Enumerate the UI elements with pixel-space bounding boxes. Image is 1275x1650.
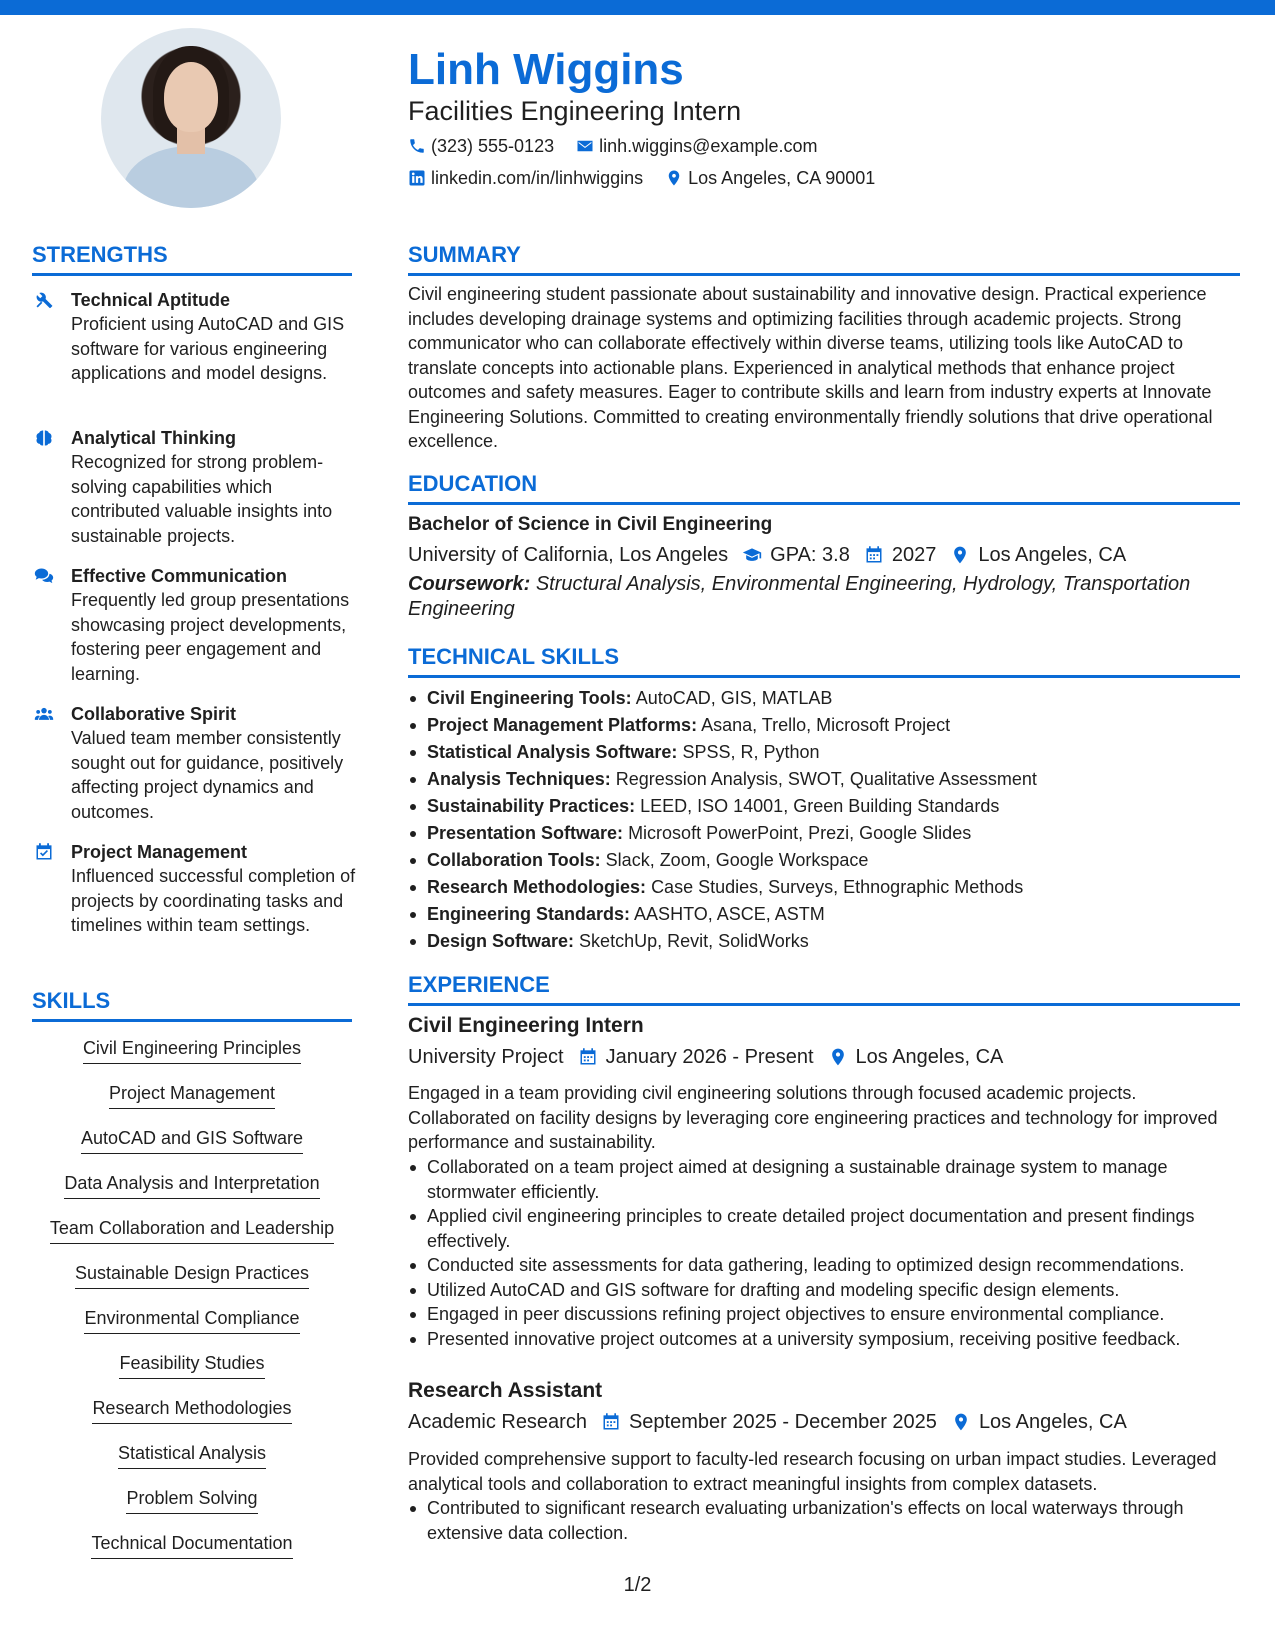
skill-item: Team Collaboration and Leadership — [32, 1216, 352, 1261]
tech-skill-item: Design Software: SketchUp, Revit, SolidWorks — [408, 928, 1243, 955]
skill-item: Sustainable Design Practices — [32, 1261, 352, 1306]
skill-item: Statistical Analysis — [32, 1441, 352, 1486]
tools-icon — [34, 290, 54, 310]
phone-icon — [408, 137, 426, 155]
gpa: GPA: 3.8 — [742, 541, 850, 569]
tech-skill-item: Civil Engineering Tools: AutoCAD, GIS, MATLAB — [408, 685, 1243, 712]
skill-item: AutoCAD and GIS Software — [32, 1126, 352, 1171]
skill-item: Civil Engineering Principles — [32, 1036, 352, 1081]
coursework — [408, 572, 1243, 622]
strengths-heading: STRENGTHS — [32, 242, 168, 267]
job-bullet: Applied civil engineering principles to create detailed project documentation and present findings effectively. — [408, 1204, 1243, 1253]
graduation-year: 2027 — [864, 541, 937, 569]
job-org: University Project — [408, 1046, 564, 1068]
top-accent-bar — [0, 0, 1275, 15]
tech-skill-item: Sustainability Practices: LEED, ISO 14001, Green Building Standards — [408, 793, 1243, 820]
tech-skill-item: Statistical Analysis Software: SPSS, R, Python — [408, 739, 1243, 766]
education-location: Los Angeles, CA — [950, 541, 1126, 569]
experience-heading: EXPERIENCE — [408, 972, 550, 997]
skill-item: Technical Documentation — [32, 1531, 352, 1576]
users-icon — [34, 704, 54, 724]
contact-email[interactable] — [576, 134, 817, 158]
strength-title: Technical Aptitude — [71, 290, 231, 310]
strength-title: Effective Communication — [71, 566, 288, 586]
strength-desc: Valued team member consistently sought out for guidance, positively affecting project dynamics and outcomes. — [71, 728, 344, 822]
candidate-name: Linh Wiggins — [408, 45, 684, 94]
technical-skills-list — [408, 685, 1243, 955]
location-text: Los Angeles, CA 90001 — [688, 168, 876, 188]
job-meta — [408, 1408, 1141, 1436]
technical-skills-rule — [408, 675, 1240, 678]
contact-linkedin[interactable] — [408, 166, 643, 190]
skill-item: Problem Solving — [32, 1486, 352, 1531]
skill-item: Environmental Compliance — [32, 1306, 352, 1351]
tech-skill-item: Research Methodologies: Case Studies, Surveys, Ethnographic Methods — [408, 874, 1243, 901]
job-summary: Engaged in a team providing civil engineering solutions through focused academic projects. Collaborated on facility designs by leveraging core engineering practices and technology for improved performance and sustainability. — [408, 1083, 1218, 1152]
page-number: 1/2 — [623, 1574, 652, 1596]
envelope-icon — [576, 137, 594, 155]
job-org: Academic Research — [408, 1411, 587, 1433]
calendar-icon — [578, 1047, 598, 1067]
job-bullets — [408, 1496, 1243, 1545]
contact-phone[interactable] — [408, 134, 554, 158]
job-location: Los Angeles, CA — [951, 1408, 1127, 1436]
summary-rule — [408, 273, 1240, 276]
graduation-cap-icon — [742, 545, 762, 565]
phone-text: (323) 555-0123 — [431, 136, 555, 156]
tech-skill-item: Engineering Standards: AASHTO, ASCE, ASTM — [408, 901, 1243, 928]
job-location: Los Angeles, CA — [828, 1043, 1004, 1071]
skill-item: Project Management — [32, 1081, 352, 1126]
skill-item: Feasibility Studies — [32, 1351, 352, 1396]
job-title: Research Assistant — [408, 1379, 603, 1402]
technical-skills-heading: TECHNICAL SKILLS — [408, 644, 620, 669]
photo-face — [164, 62, 218, 132]
job-title: Civil Engineering Intern — [408, 1014, 644, 1037]
linkedin-icon — [408, 169, 426, 187]
job-bullets — [408, 1155, 1243, 1351]
job-bullet: Engaged in peer discussions refining project objectives to ensure environmental compliance. — [408, 1302, 1243, 1327]
coursework-list: Structural Analysis, Environmental Engineering, Hydrology, Transportation Engineering — [408, 573, 1191, 620]
photo-shirt — [123, 146, 259, 208]
calendar-icon — [864, 545, 884, 565]
skills-list — [32, 1036, 352, 1576]
job-bullet: Conducted site assessments for data gathering, leading to optimized design recommendations. — [408, 1253, 1243, 1278]
map-pin-icon — [950, 545, 970, 565]
tech-skill-item: Project Management Platforms: Asana, Trello, Microsoft Project — [408, 712, 1243, 739]
calendar-check-icon — [34, 842, 54, 862]
job-dates: September 2025 - December 2025 — [601, 1408, 937, 1436]
tech-skill-item: Collaboration Tools: Slack, Zoom, Google Workspace — [408, 847, 1243, 874]
strength-desc: Frequently led group presentations showcasing project developments, fostering peer engagement and learning. — [71, 590, 350, 684]
linkedin-text: linkedin.com/in/linhwiggins — [431, 168, 644, 188]
strength-title: Collaborative Spirit — [71, 704, 237, 724]
skill-item: Research Methodologies — [32, 1396, 352, 1441]
job-meta — [408, 1043, 1017, 1071]
education-rule — [408, 502, 1240, 505]
job-bullet: Collaborated on a team project aimed at designing a sustainable drainage system to manage stormwater efficiently. — [408, 1155, 1243, 1204]
contact-row-1 — [408, 134, 839, 158]
strength-desc: Proficient using AutoCAD and GIS software for various engineering applications and model designs. — [71, 314, 345, 383]
email-text: linh.wiggins@example.com — [599, 136, 818, 156]
summary-heading: SUMMARY — [408, 242, 521, 267]
contact-location — [665, 166, 875, 190]
skills-heading: SKILLS — [32, 988, 111, 1013]
strength-desc: Influenced successful completion of projects by coordinating tasks and timelines within team settings. — [71, 866, 356, 935]
profile-photo — [101, 28, 281, 208]
job-summary: Provided comprehensive support to faculty-led research focusing on urban impact studies. Leveraged analytical tools and collaboration to extract meaningful insights from complex datasets. — [408, 1449, 1217, 1494]
map-pin-icon — [665, 169, 683, 187]
strength-title: Project Management — [71, 842, 248, 862]
education-heading: EDUCATION — [408, 471, 538, 496]
job-bullet: Utilized AutoCAD and GIS software for drafting and modeling specific design elements. — [408, 1278, 1243, 1303]
map-pin-icon — [951, 1412, 971, 1432]
job-bullet: Contributed to significant research evaluating urbanization's effects on local waterways through extensive data collection. — [408, 1496, 1243, 1545]
degree-title: Bachelor of Science in Civil Engineering — [408, 514, 773, 535]
map-pin-icon — [828, 1047, 848, 1067]
tech-skill-item: Presentation Software: Microsoft PowerPoint, Prezi, Google Slides — [408, 820, 1243, 847]
skills-rule — [32, 1019, 352, 1022]
chat-icon — [34, 566, 54, 586]
strengths-rule — [32, 273, 352, 276]
experience-rule — [408, 1003, 1240, 1006]
brain-icon — [34, 428, 54, 448]
education-meta — [408, 541, 1140, 569]
contact-row-2 — [408, 166, 897, 190]
candidate-role: Facilities Engineering Intern — [408, 96, 742, 126]
job-dates: January 2026 - Present — [578, 1043, 814, 1071]
school-name: University of California, Los Angeles — [408, 544, 729, 566]
calendar-icon — [601, 1412, 621, 1432]
strength-desc: Recognized for strong problem-solving capabilities which contributed valuable insights into sustainable projects. — [71, 452, 333, 546]
tech-skill-item: Analysis Techniques: Regression Analysis, SWOT, Qualitative Assessment — [408, 766, 1243, 793]
strength-title: Analytical Thinking — [71, 428, 237, 448]
coursework-label: Coursework: — [408, 573, 531, 595]
summary-text: Civil engineering student passionate about sustainability and innovative design. Practical experience includes developing drainage systems and optimizing facilities through academic projects. Strong communicator who can collaborate effectively within diverse teams, utilizing tools like AutoCAD to translate concepts into actionable plans. Experienced in analytical methods that enhance project outcomes and safety measures. Eager to contribute skills and learn from industry experts at Innovate Engineering Solutions. Committed to creating environmentally friendly solutions that drive operational excellence. — [408, 284, 1213, 451]
skill-item: Data Analysis and Interpretation — [32, 1171, 352, 1216]
job-bullet: Presented innovative project outcomes at a university symposium, receiving positive feedback. — [408, 1327, 1243, 1352]
